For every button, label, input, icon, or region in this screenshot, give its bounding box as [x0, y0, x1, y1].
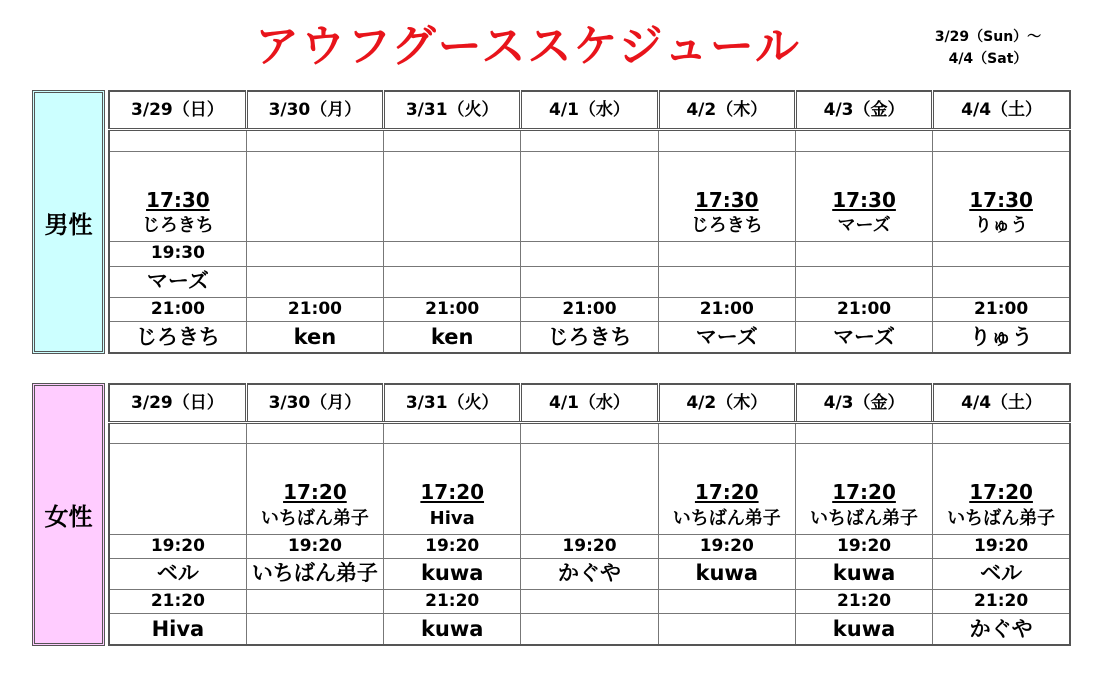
day-header: 4/4（土）: [933, 91, 1070, 130]
day-header: 4/3（金）: [795, 91, 932, 130]
name-cell: ベル: [933, 558, 1070, 589]
time-cell: [521, 589, 658, 613]
name-cell: [521, 614, 658, 645]
slot2-name-row: [109, 266, 1070, 297]
name-cell: ken: [384, 322, 521, 354]
name-cell: かぐや: [933, 614, 1070, 645]
name-cell: [246, 614, 383, 645]
time-cell: [521, 242, 658, 266]
name-cell: かぐや: [521, 558, 658, 589]
name-cell: kuwa: [384, 614, 521, 645]
name-cell: じろきち: [658, 211, 795, 241]
name-cell: いちばん弟子: [933, 504, 1070, 534]
name-cell: じろきち: [521, 322, 658, 354]
day-header: 3/31（火）: [384, 384, 521, 423]
time-cell: 17:20: [933, 481, 1070, 504]
time-cell: 17:20: [384, 481, 521, 504]
time-cell: 21:20: [384, 589, 521, 613]
name-cell: [384, 266, 521, 297]
slot2-time-row: [109, 534, 1070, 558]
time-cell: [384, 188, 521, 211]
name-cell: kuwa: [658, 558, 795, 589]
day-header: 4/1（水）: [521, 91, 658, 130]
time-cell: 19:20: [521, 534, 658, 558]
name-cell: いちばん弟子: [246, 558, 383, 589]
slot1-time-row: [109, 188, 1070, 211]
date-range: [928, 26, 1048, 70]
time-cell: [246, 188, 383, 211]
day-header: 3/30（月）: [246, 91, 383, 130]
blank-row: [109, 130, 1070, 151]
name-cell: ベル: [109, 558, 246, 589]
time-cell: 17:20: [795, 481, 932, 504]
time-cell: [246, 242, 383, 266]
name-cell: いちばん弟子: [795, 504, 932, 534]
time-cell: 19:20: [933, 534, 1070, 558]
name-cell: マーズ: [795, 322, 932, 354]
women-schedule-table: [108, 383, 1071, 646]
name-cell: kuwa: [384, 558, 521, 589]
time-cell: 21:00: [109, 297, 246, 321]
men-label: 男性: [32, 90, 105, 354]
name-cell: [658, 266, 795, 297]
name-cell: マーズ: [795, 211, 932, 241]
slot3-time-row: [109, 297, 1070, 321]
time-cell: 21:00: [384, 297, 521, 321]
time-cell: 21:20: [109, 589, 246, 613]
name-cell: いちばん弟子: [246, 504, 383, 534]
name-cell: [521, 266, 658, 297]
time-cell: 17:30: [109, 188, 246, 211]
time-cell: [109, 481, 246, 504]
time-cell: 19:30: [109, 242, 246, 266]
name-cell: [384, 211, 521, 241]
women-label: 女性: [32, 383, 105, 646]
time-cell: 19:20: [246, 534, 383, 558]
date-range-start: 3/29（Sun）～: [934, 29, 1042, 45]
blank-row: [109, 151, 1070, 188]
time-cell: 19:20: [795, 534, 932, 558]
slot3-name-row: [109, 614, 1070, 645]
date-range-end: 4/4（Sat）: [948, 51, 1028, 67]
slot2-time-row: [109, 242, 1070, 266]
day-header-row: [109, 384, 1070, 423]
name-cell: りゅう: [933, 211, 1070, 241]
name-cell: [246, 266, 383, 297]
time-cell: [795, 242, 932, 266]
name-cell: いちばん弟子: [658, 504, 795, 534]
name-cell: りゅう: [933, 322, 1070, 354]
time-cell: [658, 589, 795, 613]
blank-row: [109, 423, 1070, 444]
time-cell: 21:00: [933, 297, 1070, 321]
time-cell: 21:00: [658, 297, 795, 321]
day-header: 4/4（土）: [933, 384, 1070, 423]
time-cell: [521, 188, 658, 211]
time-cell: 17:20: [658, 481, 795, 504]
slot1-name-row: [109, 211, 1070, 241]
day-header-row: [109, 91, 1070, 130]
day-header: 3/30（月）: [246, 384, 383, 423]
day-header: 4/1（水）: [521, 384, 658, 423]
men-schedule-table: [108, 90, 1071, 354]
name-cell: マーズ: [109, 266, 246, 297]
name-cell: [246, 211, 383, 241]
slot3-name-row: [109, 322, 1070, 354]
name-cell: [521, 211, 658, 241]
men-schedule-section: [32, 90, 1071, 354]
name-cell: [109, 504, 246, 534]
name-cell: [795, 266, 932, 297]
name-cell: マーズ: [658, 322, 795, 354]
slot3-time-row: [109, 589, 1070, 613]
name-cell: Hiva: [384, 504, 521, 534]
time-cell: [658, 242, 795, 266]
name-cell: [658, 614, 795, 645]
time-cell: 21:00: [246, 297, 383, 321]
time-cell: [246, 589, 383, 613]
time-cell: [521, 481, 658, 504]
time-cell: 17:30: [658, 188, 795, 211]
day-header: 4/2（木）: [658, 384, 795, 423]
slot2-name-row: [109, 558, 1070, 589]
name-cell: [521, 504, 658, 534]
time-cell: 17:20: [246, 481, 383, 504]
time-cell: [933, 242, 1070, 266]
time-cell: 21:20: [795, 589, 932, 613]
day-header: 3/31（火）: [384, 91, 521, 130]
day-header: 3/29（日）: [109, 91, 246, 130]
women-schedule-section: [32, 383, 1071, 646]
day-header: 4/3（金）: [795, 384, 932, 423]
time-cell: 17:30: [795, 188, 932, 211]
time-cell: 21:00: [521, 297, 658, 321]
time-cell: 19:20: [109, 534, 246, 558]
name-cell: じろきち: [109, 322, 246, 354]
time-cell: 17:30: [933, 188, 1070, 211]
name-cell: Hiva: [109, 614, 246, 645]
page-title: アウフグーススケジュール: [255, 21, 801, 72]
name-cell: kuwa: [795, 614, 932, 645]
name-cell: ken: [246, 322, 383, 354]
name-cell: [933, 266, 1070, 297]
blank-row: [109, 444, 1070, 481]
slot1-name-row: [109, 504, 1070, 534]
name-cell: じろきち: [109, 211, 246, 241]
time-cell: 19:20: [658, 534, 795, 558]
time-cell: 21:00: [795, 297, 932, 321]
time-cell: [384, 242, 521, 266]
time-cell: 19:20: [384, 534, 521, 558]
name-cell: kuwa: [795, 558, 932, 589]
day-header: 3/29（日）: [109, 384, 246, 423]
slot1-time-row: [109, 481, 1070, 504]
time-cell: 21:20: [933, 589, 1070, 613]
day-header: 4/2（木）: [658, 91, 795, 130]
